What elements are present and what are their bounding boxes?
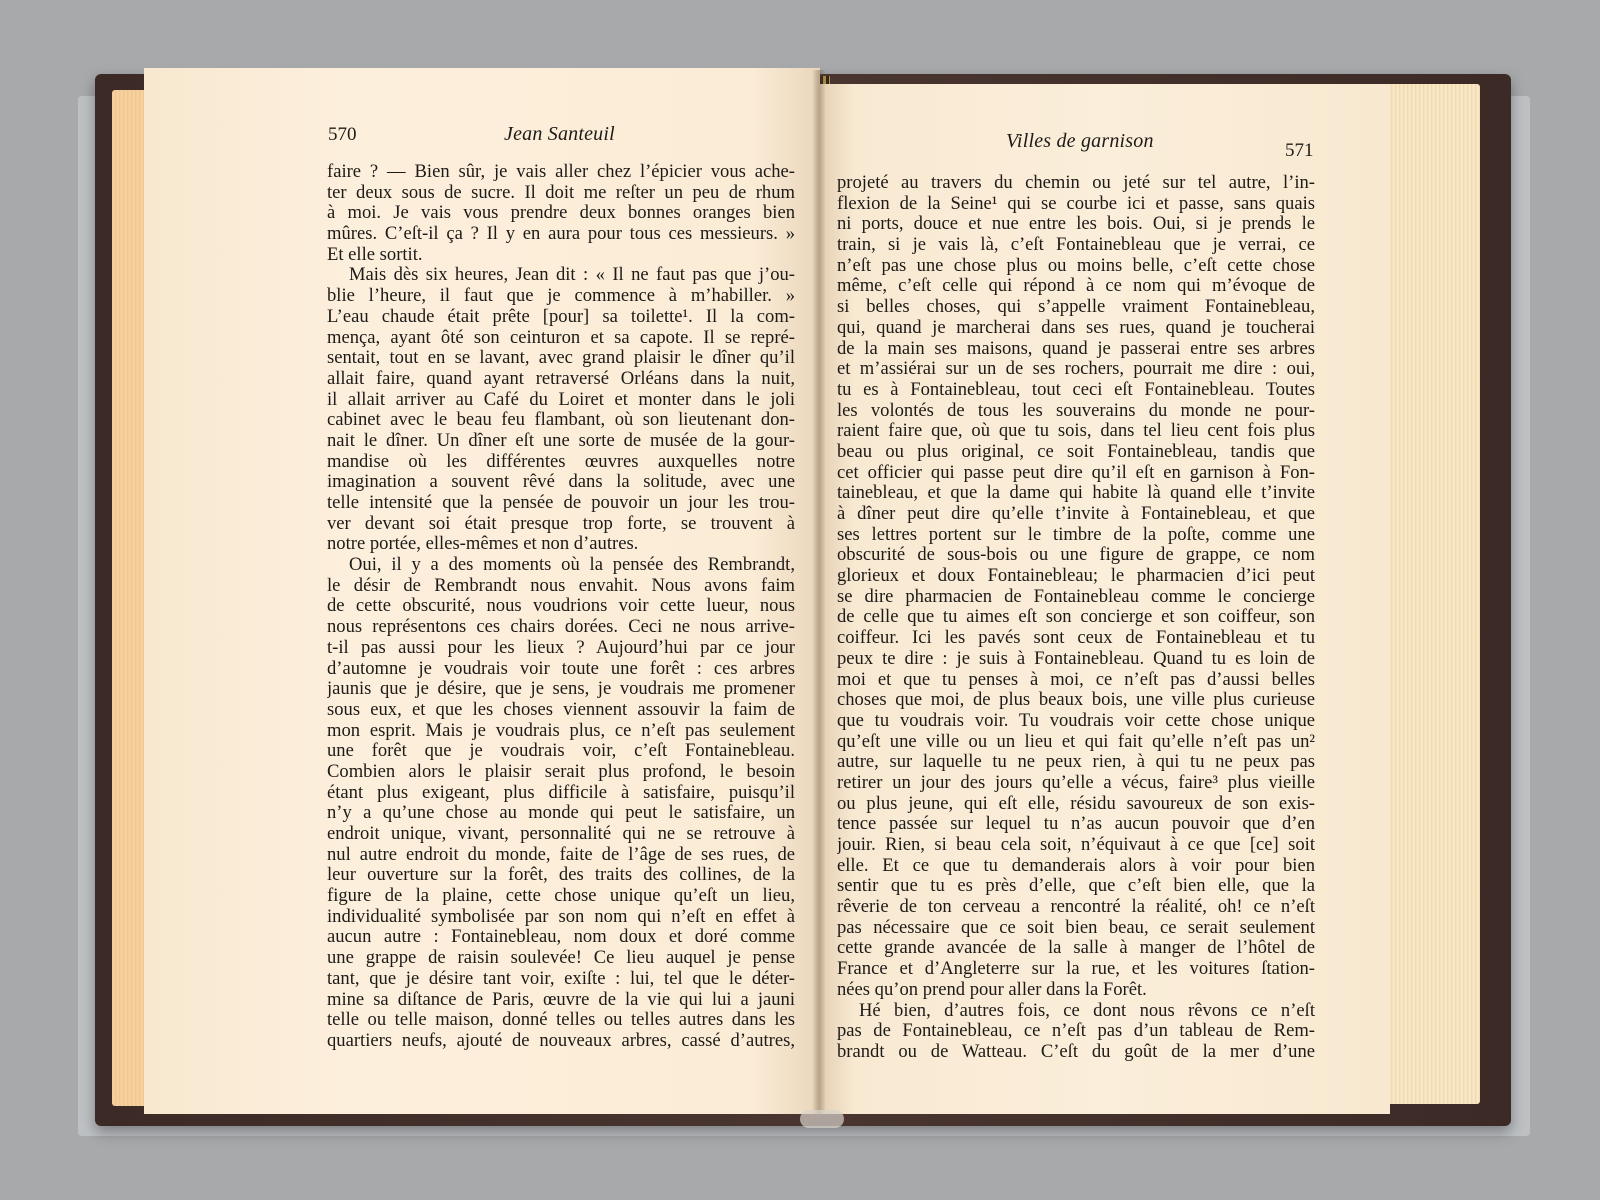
text-line: elle. Et ce que tu demanderais alors à voir pour bien: [837, 855, 1315, 876]
text-line: de celle que tu aimes eſt son concierge et son coiffeur, son: [837, 607, 1315, 628]
text-line: jouir. Rien, si beau cela soit, n’équivaut à ce que [ce] soit: [837, 835, 1315, 855]
right-page-edges: [1384, 84, 1480, 1104]
text-line: ter deux sous de sucre. Il doit me reſter un peu de rhum: [327, 182, 795, 203]
text-line: coiffeur. Ici les pavés sont ceux de Fontainebleau et tu: [837, 628, 1315, 649]
text-line: qu’eſt une ville ou un lieu et qui fait qu’elle n’eſt pas un²: [837, 731, 1315, 752]
text-line: blie l’heure, il faut que je commence à m’habiller. »: [327, 286, 795, 307]
right-page-number: 571: [1285, 140, 1314, 161]
text-line: mûres. C’eſt-il ça ? Il y en aura pour tous ces messieurs. »: [327, 224, 795, 245]
text-line: glorieux et doux Fontainebleau; le pharmacien d’ici peut: [837, 566, 1315, 587]
text-line: brandt ou de Watteau. C’eſt du goût de la mer d’une: [837, 1041, 1315, 1062]
text-line: jaunis que je désire, que je sens, je voudrais me promener: [327, 679, 795, 700]
text-line: pas nécessaire que ce soit bien beau, ce serait seulement: [837, 917, 1315, 938]
text-line: le désir de Rembrandt nous envahit. Nous avons faim: [327, 575, 795, 596]
ribbon-marker: [800, 1110, 844, 1128]
text-line: une grappe de raisin soulevée! Ce lieu auquel je pense: [327, 948, 795, 969]
text-line: une forêt que je voudrais voir, c’eſt Fontainebleau.: [327, 741, 795, 762]
text-line: étant plus exigeant, plus difficile à satisfaire, puisqu’il: [327, 782, 795, 803]
text-line: ver devant soi était presque trop forte, se trouvent à: [327, 513, 795, 534]
left-running-title: Jean Santeuil: [504, 123, 615, 145]
text-line: se dire pharmacien de Fontainebleau comme le concierge: [837, 586, 1315, 607]
text-line: autre, sur laquelle tu ne peux rien, à qui tu ne peux pas: [837, 752, 1315, 773]
text-line: Mais dès six heures, Jean dit : « Il ne faut pas que j’ou-: [349, 265, 795, 286]
text-line: nous représentons ces chairs dorées. Ceci ne nous arrive-: [327, 617, 795, 638]
left-page-number: 570: [328, 124, 357, 145]
text-line: si belles choses, qui s’appelle vraiment Fontainebleau,: [837, 297, 1315, 318]
text-line: mandise où les différentes œuvres auxquelles notre: [327, 451, 795, 472]
text-line: quartiers neufs, ajouté de nouveaux arbres, cassé d’autres,: [327, 1030, 795, 1051]
text-line: Hé bien, d’autres fois, ce dont nous rêvons ce n’eſt: [859, 1000, 1315, 1021]
text-line: France et d’Angleterre sur la rue, et les voitures ſtation-: [837, 959, 1315, 980]
text-line: sentir que tu es près d’elle, que c’eſt bien elle, que la: [837, 876, 1315, 897]
text-line: leur ouverture sur la forêt, des traits des collines, de la: [327, 865, 795, 886]
text-line: individualité symbolisée par son nom qui n’eſt en effet à: [327, 906, 795, 927]
text-line: cabinet avec le beau feu flambant, où son lieutenant don-: [327, 410, 795, 431]
text-line: choses que moi, de plus beaux bois, une ville plus curieuse: [837, 690, 1315, 711]
text-line: ses lettres portent sur le timbre de la poſte, comme une: [837, 524, 1315, 545]
text-line: cette grande avancée de la salle à manger de l’hôtel de: [837, 938, 1315, 959]
text-line: à dîner peut dire qu’elle t’invite à Fontainebleau, et que: [837, 504, 1315, 524]
right-page: [820, 84, 1390, 1114]
text-line: tu es à Fontainebleau, tout ceci eſt Fontainebleau. Toutes: [837, 379, 1315, 400]
text-line: figure de la plaine, cette chose unique qu’eſt un lieu,: [327, 886, 795, 907]
text-line: mença, ayant ôté son ceinturon et sa capote. Il se repré-: [327, 327, 795, 348]
text-line: imagination a souvent rêvé dans la solitude, avec une: [327, 472, 795, 493]
text-line: beau ou plus original, ce soit Fontainebleau, tandis que: [837, 441, 1315, 462]
text-line: d’automne je voudrais voir toute une forêt : ces arbres: [327, 658, 795, 679]
text-line: endroit unique, vivant, personnalité qui ne se retrouve à: [327, 824, 795, 844]
text-line: sous eux, et que les choses viennent assouvir la faim de: [327, 699, 795, 720]
text-line: que tu voudrais voir. Tu voudrais voir cette chose unique: [837, 710, 1315, 731]
text-line: Et elle sortit.: [327, 244, 423, 265]
text-line: Combien alors le plaisir serait plus profond, le besoin: [327, 761, 795, 782]
text-line: mine sa diſtance de Paris, œuvre de la vie qui lui a jauni: [327, 989, 795, 1010]
text-line: de cette obscurité, nous voudrions voir cette lueur, nous: [327, 596, 795, 617]
text-line: Oui, il y a des moments où la pensée des Rembrandt,: [349, 555, 795, 576]
right-running-title: Villes de garnison: [1006, 130, 1154, 152]
text-line: moi et que tu penses à moi, ce n’eſt pas d’aussi belles: [837, 669, 1315, 690]
text-line: obscurité de sous-bois ou une figure de grappe, ce nom: [837, 545, 1315, 566]
text-line: sentait, tout en se lavant, avec grand plaisir le dîner qu’il: [327, 348, 795, 369]
text-line: et m’assiérai sur un de ses rochers, pourrait me dire : oui,: [837, 359, 1315, 380]
text-line: tence passée sur lequel tu n’as aucun pouvoir que d’en: [837, 814, 1315, 835]
text-line: telle ou telle maison, donné telles ou telles autres dans les: [327, 1010, 795, 1031]
left-page-text: [327, 162, 795, 1052]
right-page-text: [837, 173, 1315, 1063]
book-gutter: [812, 70, 826, 1116]
text-line: faire ? — Bien sûr, je vais aller chez l’épicier vous ache-: [327, 162, 795, 182]
text-line: rêverie de ton cerveau a rencontré la réalité, oh! ce n’eſt: [837, 897, 1315, 918]
text-line: n’y a qu’une chose au monde qui peut le satisfaire, un: [327, 803, 795, 824]
text-line: il allait arriver au Café du Loiret et monter dans le joli: [327, 389, 795, 410]
text-line: même, c’eſt celle qui répond à ce nom qui m’évoque de: [837, 276, 1315, 297]
text-line: tainebleau, et que la dame qui habite là quand elle t’invite: [837, 483, 1315, 504]
text-line: à moi. Je vais vous prendre deux bonnes oranges bien: [327, 203, 795, 224]
left-page-edges: [112, 90, 144, 1106]
text-line: raient faire que, où que tu sois, dans tel lieu cent fois plus: [837, 421, 1315, 442]
text-line: mon esprit. Mais je voudrais plus, ce n’eſt pas seulement: [327, 720, 795, 741]
text-line: de la main ses maisons, quand je passerai entre ses arbres: [837, 338, 1315, 359]
text-line: ou plus jeune, qui eſt elle, résidu savoureux de son exis-: [837, 793, 1315, 814]
text-line: ni ports, douce et nue entre les bois. Oui, si je prends le: [837, 214, 1315, 235]
text-line: nées qu’on prend pour aller dans la Forêt.: [837, 979, 1147, 1000]
text-line: cet officier qui passe peut dire qu’il eſt en garnison à Fon-: [837, 462, 1315, 483]
text-line: retirer un jour des jours qu’elle a vécus, faire³ plus vieille: [837, 772, 1315, 793]
text-line: les volontés de tous les souverains du monde ne pour-: [837, 400, 1315, 421]
text-line: projeté au travers du chemin ou jeté sur tel autre, l’in-: [837, 173, 1315, 193]
left-page: [144, 68, 820, 1114]
text-line: train, si je vais là, c’eſt Fontainebleau que je verrai, ce: [837, 235, 1315, 256]
text-line: nul autre endroit du monde, faite de l’âge de ses rues, de: [327, 844, 795, 865]
text-line: flexion de la Seine¹ qui se courbe ici et passe, sans quais: [837, 193, 1315, 214]
text-line: peux te dire : je suis à Fontainebleau. Quand tu es loin de: [837, 648, 1315, 669]
text-line: notre portée, elles-mêmes et non d’autres.: [327, 534, 639, 555]
text-line: t-il pas aussi pour les lieux ? Aujourd’hui par ce jour: [327, 637, 795, 658]
text-line: allait faire, quand ayant retraversé Orléans dans la nuit,: [327, 368, 795, 389]
text-line: pas de Fontainebleau, ce n’eſt pas d’un tableau de Rem-: [837, 1021, 1315, 1042]
text-line: L’eau chaude était prête [pour] sa toilette¹. Il la com-: [327, 306, 795, 327]
text-line: qui, quand je marcherai dans ses rues, quand je toucherai: [837, 317, 1315, 338]
text-line: aucun autre : Fontainebleau, nom doux et doré comme: [327, 927, 795, 948]
text-line: tant, que je désire tant voir, exiſte : lui, tel que le déter-: [327, 968, 795, 989]
text-line: nait le dîner. Un dîner eſt une sorte de musée de la gour-: [327, 430, 795, 451]
text-line: n’eſt pas une chose plus ou moins belle, c’eſt cette chose: [837, 255, 1315, 276]
text-line: telle intensité que la pensée de pouvoir un jour les trou-: [327, 493, 795, 513]
